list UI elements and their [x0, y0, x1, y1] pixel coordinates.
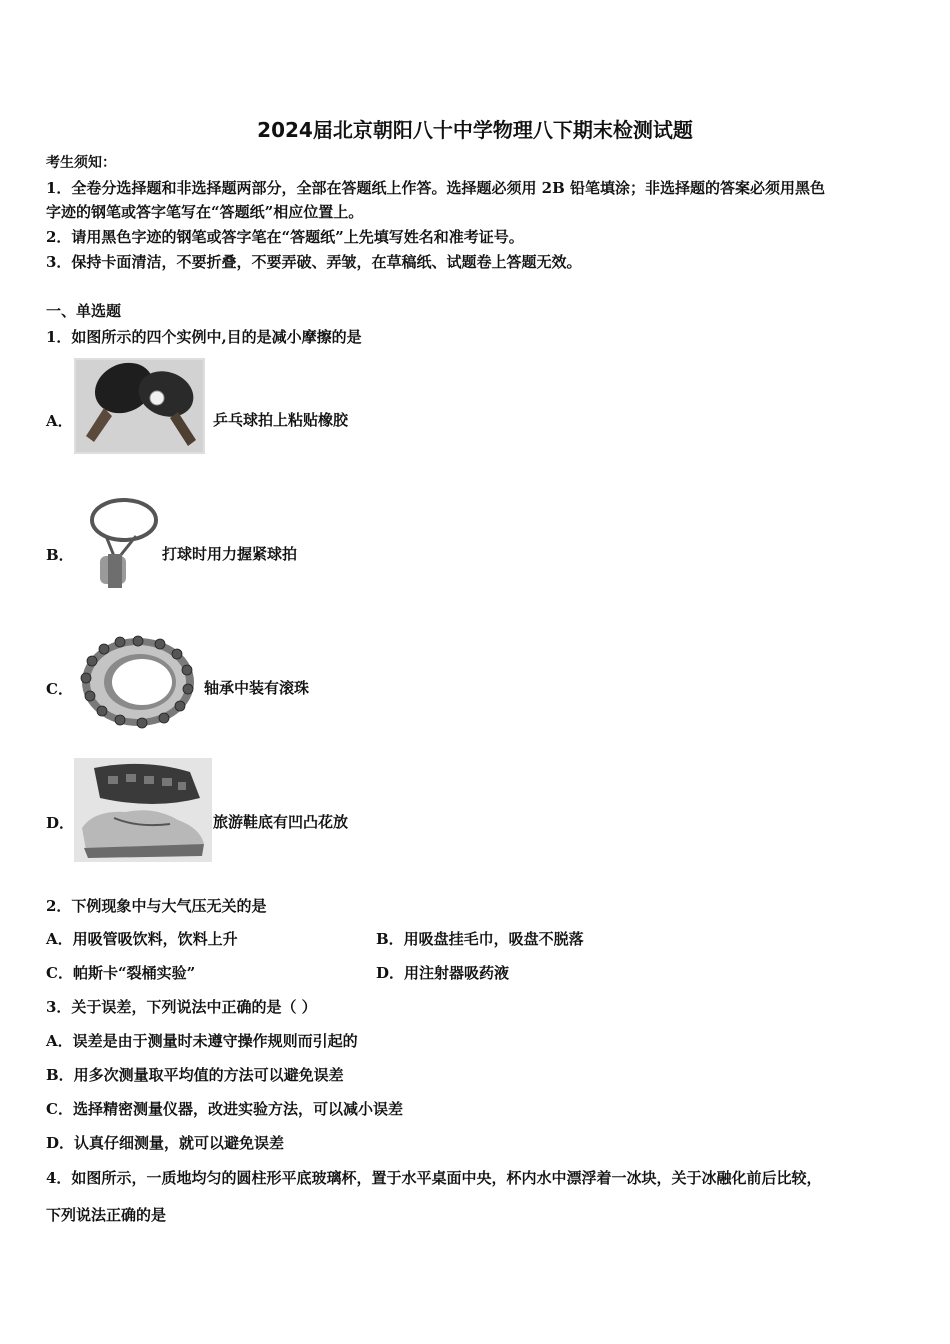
q2-option-b: B．用吸盘挂毛巾，吸盘不脱落: [376, 930, 584, 948]
q1-option-d-text: 旅游鞋底有凹凸花放: [213, 813, 349, 831]
notice-item-1-line-1: 1．全卷分选择题和非选择题两部分，全部在答题纸上作答。选择题必须用 2B 铅笔填涂；非选择题的答案必须用黑色: [46, 179, 826, 197]
tennis-racket-image: [76, 496, 160, 592]
q1-option-c-letter: C．: [46, 680, 73, 698]
q3-option-c: C．选择精密测量仪器，改进实验方法，可以减小误差: [46, 1100, 403, 1118]
q3-option-a: A．误差是由于测量时未遵守操作规则而引起的: [46, 1032, 358, 1050]
q2-option-d: D．用注射器吸药液: [376, 964, 510, 982]
ping-pong-paddle-image: [74, 358, 205, 454]
notice-item-3: 3．保持卡面清洁，不要折叠，不要弄破、弄皱，在草稿纸、试题卷上答题无效。: [46, 253, 582, 271]
q1-option-a-letter: A．: [46, 412, 73, 430]
question-2-stem: 2．下例现象中与大气压无关的是: [46, 897, 267, 915]
q1-option-d-letter: D．: [46, 814, 75, 832]
exam-title: 2024届北京朝阳八十中学物理八下期末检测试题: [257, 118, 693, 142]
q2-option-c: C．帕斯卡“裂桶实验”: [46, 964, 196, 982]
section-heading: 一、单选题: [46, 302, 122, 320]
question-3-stem: 3．关于误差，下列说法中正确的是（ ）: [46, 998, 317, 1016]
notice-item-2: 2．请用黑色字迹的钢笔或答字笔在“答题纸”上先填写姓名和准考证号。: [46, 228, 524, 246]
q1-option-c-text: 轴承中装有滚珠: [204, 679, 310, 697]
q1-option-b-text: 打球时用力握紧球拍: [162, 545, 298, 563]
q2-option-a: A．用吸管吸饮料，饮料上升: [46, 930, 238, 948]
sneaker-sole-image: [74, 758, 212, 862]
question-4-stem-line-1: 4．如图所示，一质地均匀的圆柱形平底玻璃杯，置于水平桌面中央，杯内水中漂浮着一冰块，关于冰融化前后比较，: [46, 1169, 822, 1187]
q3-option-d: D．认真仔细测量，就可以避免误差: [46, 1134, 285, 1152]
q3-option-b: B．用多次测量取平均值的方法可以避免误差: [46, 1066, 344, 1084]
q1-option-b-letter: B．: [46, 546, 74, 564]
question-1-stem: 1．如图所示的四个实例中,目的是减小摩擦的是: [46, 328, 362, 346]
notice-item-1-line-2: 字迹的钢笔或答字笔写在“答题纸”相应位置上。: [46, 203, 364, 221]
notice-heading: 考生须知：: [46, 155, 116, 171]
question-4-stem-line-2: 下列说法正确的是: [46, 1206, 167, 1224]
q1-option-a-text: 乒乓球拍上粘贴橡胶: [213, 411, 349, 429]
ball-bearing-image: [76, 632, 200, 730]
